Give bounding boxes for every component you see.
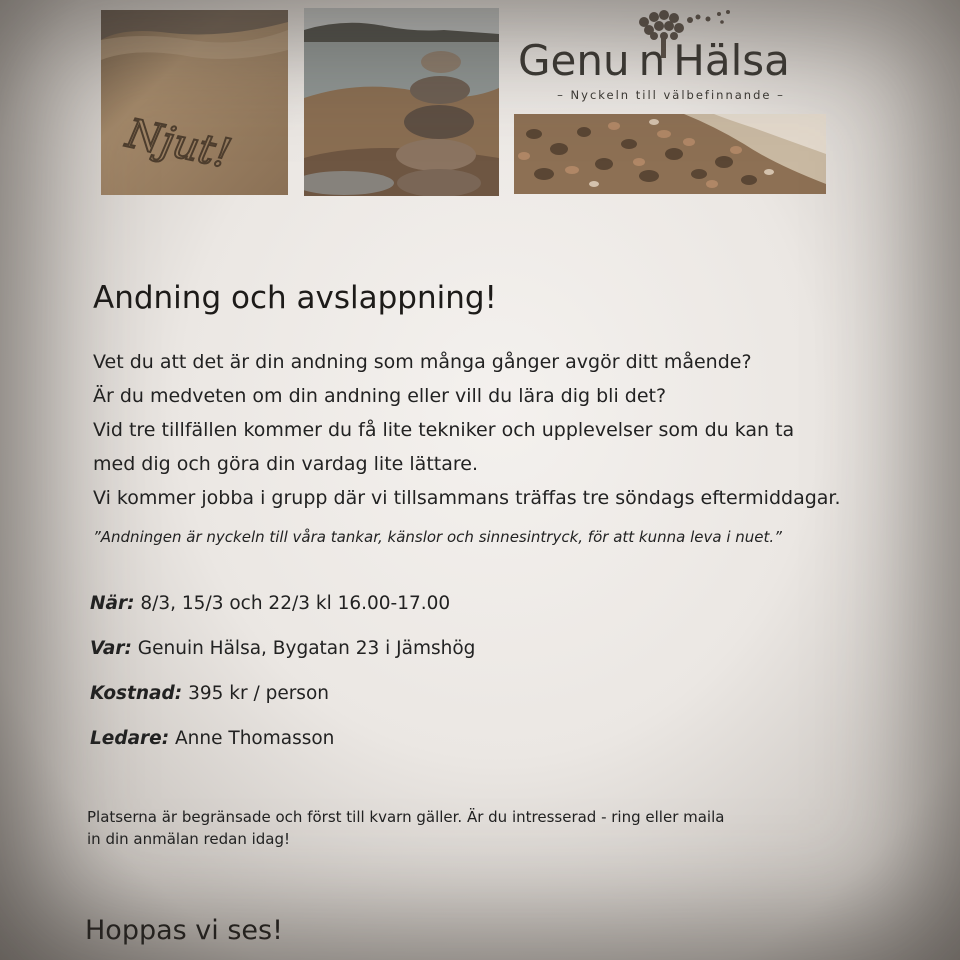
- detail-label: När:: [90, 593, 135, 614]
- sand-writing-text: Njut!: [122, 110, 235, 178]
- detail-leader: [90, 727, 475, 772]
- detail-value: Anne Thomasson: [169, 728, 335, 749]
- detail-label: Kostnad:: [90, 683, 183, 704]
- detail-value: Genuin Hälsa, Bygatan 23 i Jämshög: [131, 638, 476, 659]
- detail-when: [90, 592, 475, 637]
- body-line: med dig och göra din vardag lite lättare.: [93, 453, 478, 475]
- note-line: in din anmälan redan idag!: [87, 830, 291, 848]
- body-line: Vid tre tillfällen kommer du få lite tekniker och upplevelser som du kan ta: [93, 419, 795, 441]
- closing-line: Hoppas vi ses!: [85, 915, 283, 946]
- detail-value: 395 kr / person: [182, 683, 329, 704]
- logo-wordmark: Genu n Hälsa: [518, 36, 790, 85]
- logo-tagline: – Nyckeln till välbefinnande –: [557, 88, 785, 102]
- body-line: Är du medveten om din andning eller vill du lära dig bli det?: [93, 385, 667, 407]
- page-title: Andning och avslappning!: [93, 280, 497, 316]
- sand-writing-photo: [101, 10, 288, 195]
- signup-note: [87, 806, 724, 850]
- detail-where: [90, 637, 475, 682]
- detail-label: Var:: [90, 638, 132, 659]
- pebbles-shore-photo: [514, 114, 826, 194]
- detail-cost: [90, 682, 475, 727]
- detail-label: Ledare:: [90, 728, 170, 749]
- genuin-halsa-logo: [516, 6, 826, 106]
- body-line: Vet du att det är din andning som många gånger avgör ditt mående?: [93, 351, 752, 373]
- event-details: [90, 592, 475, 772]
- quote: ”Andningen är nyckeln till våra tankar, känslor och sinnesintryck, för att kunna leva i nuet.”: [93, 528, 782, 546]
- stacked-stones-photo: [304, 8, 499, 196]
- detail-value: 8/3, 15/3 och 22/3 kl 16.00-17.00: [134, 593, 451, 614]
- body-text: [93, 345, 841, 515]
- body-line: Vi kommer jobba i grupp där vi tillsammans träffas tre söndags eftermiddagar.: [93, 487, 841, 509]
- note-line: Platserna är begränsade och först till kvarn gäller. Är du intresserad - ring eller maila: [87, 808, 725, 826]
